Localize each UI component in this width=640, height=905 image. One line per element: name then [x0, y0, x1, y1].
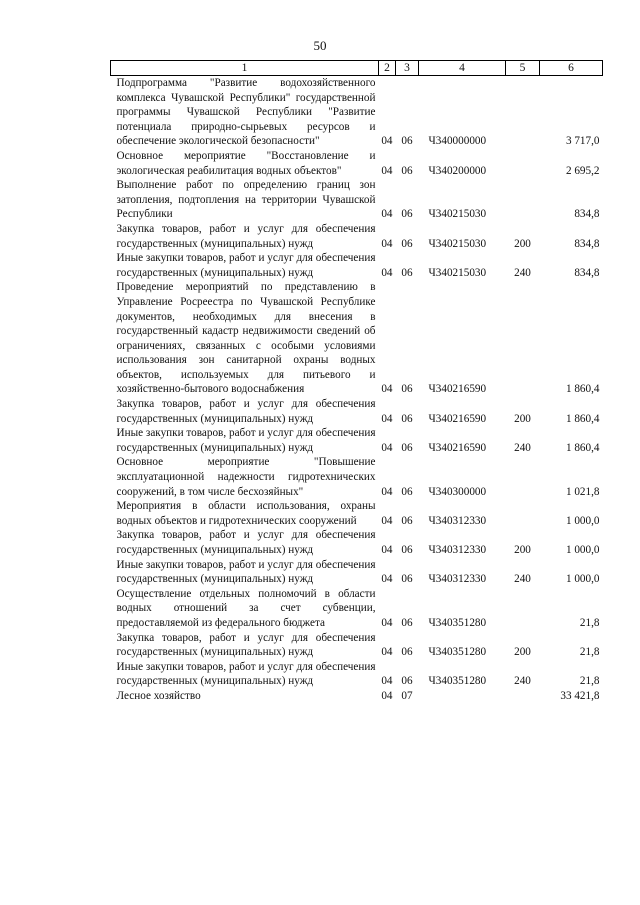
table-row	[111, 280, 603, 397]
table-body	[111, 76, 603, 704]
amount: 1 021,8	[565, 485, 600, 498]
subsection-code: 06	[401, 237, 413, 250]
target-article-code: Ч340215030	[428, 208, 487, 221]
target-article-code: Ч340216590	[428, 412, 487, 425]
header-col-1: 1	[111, 61, 379, 76]
subsection-code: 06	[401, 514, 413, 527]
amount: 21,8	[579, 616, 600, 629]
table-row	[111, 689, 603, 704]
expense-type-code	[506, 587, 540, 631]
subsection-code: 06	[401, 544, 413, 556]
target-article-code: Ч340215030	[428, 266, 487, 279]
table-row	[111, 455, 603, 499]
header-col-4: 4	[419, 61, 506, 76]
amount: 1 860,4	[565, 412, 600, 425]
header-col-6: 6	[540, 61, 603, 76]
item-name: Закупка товаров, работ и услуг для обеспечения государственных (муниципальных) нужд	[116, 631, 376, 659]
amount: 1 860,4	[565, 441, 600, 454]
expense-type-code	[506, 689, 540, 704]
target-article-code: Ч340312330	[428, 573, 487, 586]
item-name: Выполнение работ по определению границ зон затопления, подтопления на территории Чувашской Республики	[116, 179, 376, 221]
expense-type-code: 240	[514, 441, 531, 454]
expense-type-code: 240	[514, 266, 531, 279]
subsection-code: 06	[401, 208, 413, 221]
expense-type-code: 200	[514, 544, 531, 556]
amount: 1 000,0	[565, 514, 600, 527]
header-row	[111, 61, 603, 76]
section-code: 04	[381, 616, 393, 629]
section-code: 04	[381, 544, 393, 556]
expense-type-code: 200	[514, 237, 531, 250]
amount: 33 421,8	[560, 689, 600, 702]
table-row	[111, 660, 603, 689]
section-code: 04	[381, 573, 393, 586]
expense-type-code	[506, 280, 540, 397]
item-name: Осуществление отдельных полномочий в области водных отношений за счет субвенции, предоставляемой из федерального бюджета	[116, 587, 376, 629]
expense-type-code	[506, 455, 540, 499]
expense-type-code	[506, 499, 540, 528]
subsection-code: 06	[401, 412, 413, 425]
section-code: 04	[381, 237, 393, 250]
item-name: Проведение мероприятий по представлению в Управление Росреестра по Чувашской Республике документов, необходимых для внесения в государственный кадастр недвижимости сведений об ограничениях, связанных с особыми условиями использования зон санитарной охраны водных объектов, используемых для питьевого и хозяйственно-бытового водоснабжения	[116, 281, 376, 396]
section-code: 04	[381, 208, 393, 221]
item-name: Подпрограмма "Развитие водохозяйственного комплекса Чувашской Республики" государственной программы Чувашской Республики "Развитие потенциала природно-сырьевых ресурсов и обеспечение экологической безопасности"	[116, 77, 376, 148]
subsection-code: 07	[401, 689, 413, 702]
amount: 21,8	[579, 675, 600, 688]
subsection-code: 06	[401, 164, 413, 177]
section-code: 04	[381, 412, 393, 425]
table-row	[111, 397, 603, 426]
item-name: Иные закупки товаров, работ и услуг для обеспечения государственных (муниципальных) нужд	[116, 427, 376, 454]
amount: 1 000,0	[565, 544, 600, 556]
target-article-code: Ч340000000	[428, 135, 487, 148]
section-code: 04	[381, 675, 393, 688]
expense-type-code	[506, 178, 540, 222]
table-row	[111, 499, 603, 528]
item-name: Закупка товаров, работ и услуг для обеспечения государственных (муниципальных) нужд	[116, 398, 376, 425]
target-article-code: Ч340312330	[428, 544, 487, 556]
amount: 1 000,0	[565, 573, 600, 586]
subsection-code: 06	[401, 616, 413, 629]
table-row	[111, 251, 603, 280]
item-name: Иные закупки товаров, работ и услуг для обеспечения государственных (муниципальных) нужд	[116, 252, 376, 279]
section-code: 04	[381, 164, 393, 177]
amount: 1 860,4	[565, 383, 600, 396]
target-article-code: Ч340200000	[428, 164, 487, 177]
target-article-code: Ч340215030	[428, 237, 487, 250]
section-code: 04	[381, 514, 393, 527]
table-row	[111, 558, 603, 587]
budget-table	[110, 60, 603, 704]
table-row	[111, 222, 603, 251]
expense-type-code: 240	[514, 675, 531, 688]
expense-type-code	[506, 76, 540, 149]
section-code: 04	[381, 135, 393, 148]
table-row	[111, 426, 603, 455]
page-number: 50	[313, 38, 327, 53]
expense-type-code: 240	[514, 573, 531, 586]
target-article-code: Ч340312330	[428, 514, 487, 527]
header-col-5: 5	[506, 61, 540, 76]
amount: 21,8	[579, 646, 600, 659]
subsection-code: 06	[401, 573, 413, 586]
item-name: Лесное хозяйство	[116, 689, 201, 702]
subsection-code: 06	[401, 266, 413, 279]
target-article-code	[419, 689, 506, 704]
expense-type-code: 200	[514, 412, 531, 425]
amount: 2 695,2	[565, 164, 600, 177]
item-name: Основное мероприятие "Восстановление и экологическая реабилитация водных объектов"	[116, 149, 376, 177]
target-article-code: Ч340216590	[428, 383, 487, 396]
section-code: 04	[381, 689, 393, 702]
header-col-2: 2	[379, 61, 396, 76]
item-name: Мероприятия в области использования, охраны водных объектов и гидротехнических сооружений	[116, 500, 376, 527]
item-name: Закупка товаров, работ и услуг для обеспечения государственных (муниципальных) нужд	[116, 529, 376, 556]
header-col-3: 3	[396, 61, 419, 76]
table-header	[111, 61, 603, 76]
target-article-code: Ч340216590	[428, 441, 487, 454]
subsection-code: 06	[401, 485, 413, 498]
section-code: 04	[381, 646, 393, 659]
amount: 3 717,0	[565, 135, 600, 148]
item-name: Закупка товаров, работ и услуг для обеспечения государственных (муниципальных) нужд	[116, 222, 376, 250]
subsection-code: 06	[401, 646, 413, 659]
section-code: 04	[381, 441, 393, 454]
target-article-code: Ч340351280	[428, 646, 487, 659]
table-row	[111, 587, 603, 631]
target-article-code: Ч340351280	[428, 675, 487, 688]
subsection-code: 06	[401, 675, 413, 688]
item-name: Иные закупки товаров, работ и услуг для обеспечения государственных (муниципальных) нужд	[116, 660, 376, 688]
subsection-code: 06	[401, 135, 413, 148]
table-row	[111, 528, 603, 557]
amount: 834,8	[574, 237, 600, 250]
table-row	[111, 178, 603, 222]
table-row	[111, 76, 603, 149]
amount: 834,8	[574, 266, 600, 279]
amount: 834,8	[574, 208, 600, 221]
section-code: 04	[381, 485, 393, 498]
table-row	[111, 631, 603, 660]
section-code: 04	[381, 383, 393, 396]
expense-type-code: 200	[514, 646, 531, 659]
item-name: Основное мероприятие "Повышение эксплуатационной надежности гидротехнических сооружений, в том числе бесхозяйных"	[116, 456, 376, 498]
table-row	[111, 149, 603, 178]
expense-type-code	[506, 149, 540, 178]
section-code: 04	[381, 266, 393, 279]
target-article-code: Ч340300000	[428, 485, 487, 498]
subsection-code: 06	[401, 383, 413, 396]
subsection-code: 06	[401, 441, 413, 454]
target-article-code: Ч340351280	[428, 616, 487, 629]
item-name: Иные закупки товаров, работ и услуг для обеспечения государственных (муниципальных) нужд	[116, 558, 376, 586]
